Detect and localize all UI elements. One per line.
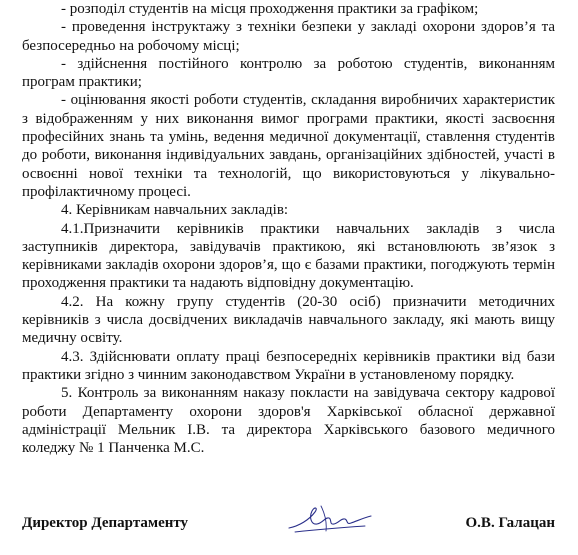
paragraph-9: 5. Контроль за виконанням наказу покласти на завідувача сектору кадрової роботи Департаменту охорони здоров'я Харківської обласної державної адміністрації Мельник І.В. та директора Харківського базового медичного коледжу № 1 Панченка М.С.: [22, 385, 555, 457]
paragraph-8: 4.3. Здійснювати оплату праці безпосередніх керівників практики від бази практики згідно з чинним законодавством України в установленому порядку.: [22, 348, 555, 383]
signatory-role: Директор Департаменту: [22, 515, 189, 531]
paragraph-5: 4. Керівникам навчальних закладів:: [61, 202, 289, 219]
paragraph-2: - проведення інструктажу з техніки безпеки у закладі охорони здоров’я та безпосередньо на робочому місці;: [22, 19, 555, 54]
paragraph-4: - оцінювання якості роботи студентів, складання виробничих характеристик з відображенням у них виконання вимог програми практики, якості засвоєння професійних знань та умінь, ведення медичної документації, ставлення студентів до роботи, виконання індивідуальних завдань, організаційних здібностей, участі в освоєнні нової техніки та технологій, що використовуються у лікувально-профілактичному процесі.: [22, 92, 555, 200]
paragraph-1: - розподіл студентів на місця проходження практики за графіком;: [61, 1, 479, 17]
paragraph-6: 4.1.Призначити керівників практики навчальних закладів з числа заступників директора, завідувачів практикою, які встановлюють зв’язок з керівниками закладів охорони здоров’я, що є базами практики, погоджують термін проходження практики та надають відповідну документацію.: [22, 220, 555, 292]
paragraph-7: 4.2. На кожну групу студентів (20-30 осіб) призначити методичних керівників з числа досвідчених викладачів навчального закладу, які мають вищу медичну освіту.: [22, 293, 555, 347]
document-body: [22, 0, 555, 457]
signatory-name: О.В. Галацан: [465, 515, 555, 531]
paragraph-3: - здійснення постійного контролю за роботою студентів, виконанням програм практики;: [22, 55, 555, 91]
signature-block: [22, 515, 555, 539]
